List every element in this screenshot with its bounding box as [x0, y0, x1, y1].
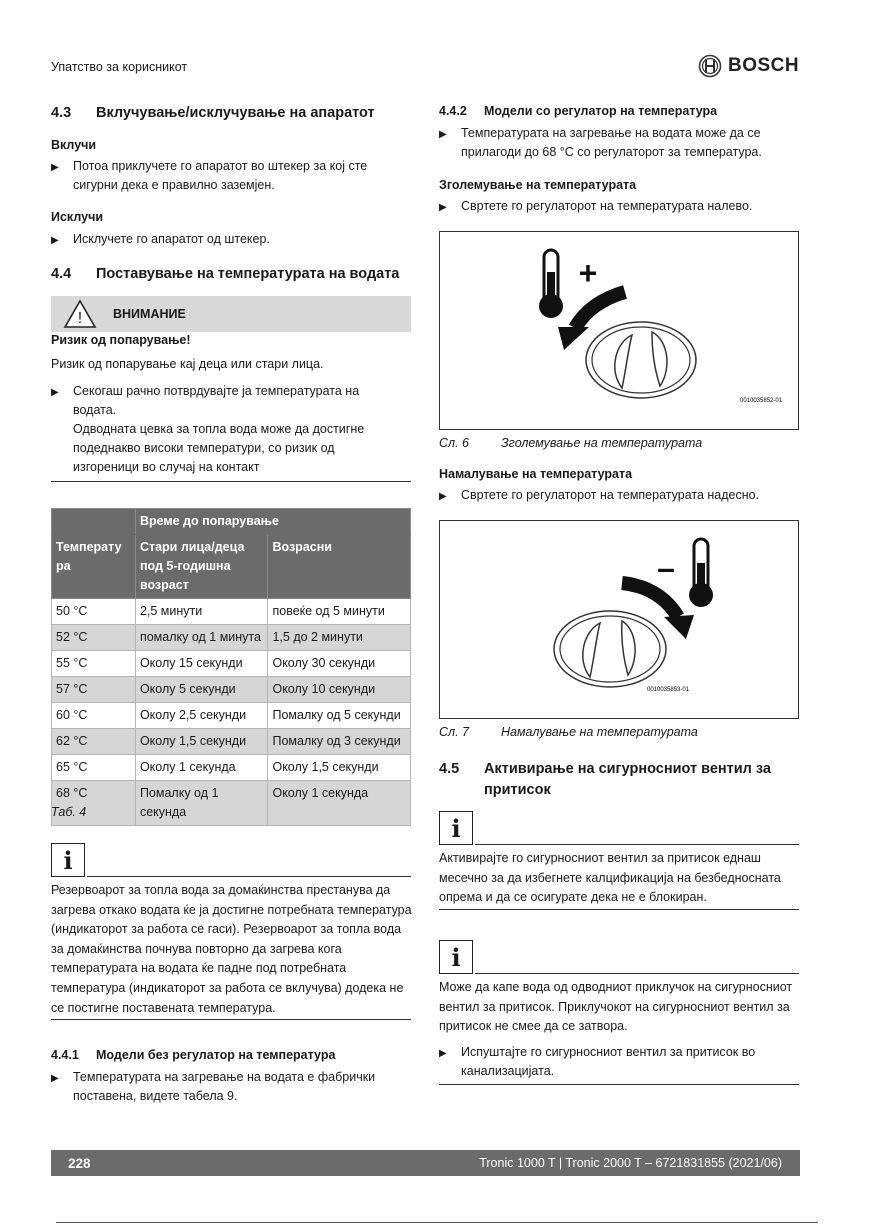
cell-children-time: Околу 5 секунди: [135, 677, 268, 703]
info-icon: i: [439, 940, 473, 974]
off-instruction: [51, 230, 411, 250]
header-text: Упатство за корисникот: [51, 60, 188, 74]
temperature-dial-icon: [586, 322, 696, 398]
bullet-arrow-icon: ▶: [439, 202, 447, 213]
cell-temperature: 65 °C: [52, 755, 136, 781]
info-text-3: Може да капе вода од одводниот приклучок на сигурносниот вентил за притисок. Приклучокот на сигурносниот вентил за притисок не смее да се затвора.: [439, 980, 793, 1033]
cell-temperature: 50 °C: [52, 599, 136, 625]
scald-table-wrapper: [51, 508, 411, 826]
info-note-3: [439, 940, 799, 974]
bullet-arrow-icon: ▶: [51, 162, 59, 173]
table-row: [52, 703, 411, 729]
bullet-arrow-icon: ▶: [51, 235, 59, 246]
warning-triangle-icon: [63, 299, 97, 329]
thermometer-icon: [539, 250, 563, 318]
info-rule: [475, 973, 799, 974]
info-note-1: [51, 843, 411, 877]
warning-banner: [51, 296, 411, 332]
figure-caption-text: Намалување на температурата: [501, 725, 698, 739]
cell-adults-time: Околу 1 секунда: [268, 781, 411, 826]
risk-text: Ризик од попарување кај деца или стари лица.: [51, 357, 324, 371]
divider: [439, 1084, 799, 1085]
table-header-children: Стари лица/деца под 5-годишна возраст: [135, 535, 268, 599]
section-4-3-heading: [51, 105, 411, 121]
decrease-label: Намалување на температурата: [439, 467, 633, 481]
s441-instruction: [51, 1068, 411, 1106]
cell-adults-time: Помалку од 5 секунди: [268, 703, 411, 729]
divider: [51, 1019, 411, 1020]
decrease-text: Свртете го регулаторот на температурата надесно.: [461, 488, 760, 502]
page-number: 228: [68, 1155, 91, 1171]
section-number: 4.3: [51, 105, 72, 121]
minus-icon: –: [657, 550, 675, 586]
cell-adults-time: 1,5 до 2 минути: [268, 625, 411, 651]
bullet-arrow-icon: ▶: [439, 491, 447, 502]
temperature-dial-icon: [554, 611, 666, 687]
increase-label: Зголемување на температурата: [439, 178, 637, 192]
info-text-2: Активирајте го сигурносниот вентил за притисок еднаш месечно за да избегнете калцификација на безбедносната опрема и да се осигурате дека не е блокиран.: [439, 851, 781, 904]
cell-temperature: 52 °C: [52, 625, 136, 651]
table-header-row: [52, 509, 411, 535]
table-header-row: [52, 535, 411, 599]
cell-adults-time: повеќе од 5 минути: [268, 599, 411, 625]
on-text: Потоа приклучете го апаратот во штекер за кој сте сигурни дека е правилно заземјен.: [73, 159, 368, 192]
cell-temperature: 60 °C: [52, 703, 136, 729]
info-icon: i: [439, 811, 473, 845]
increase-temperature-illustration: [440, 232, 798, 429]
cell-children-time: Помалку од 1 секунда: [135, 781, 268, 826]
cell-temperature: 55 °C: [52, 651, 136, 677]
table-header-empty: [52, 509, 136, 535]
cell-temperature: 68 °C: [52, 781, 136, 826]
section-4-4-1-heading: [51, 1048, 411, 1062]
bosch-armature-icon: [698, 54, 722, 78]
section-4-4-heading: [51, 266, 411, 282]
bosch-logo: [698, 54, 799, 78]
cell-children-time: 2,5 минути: [135, 599, 268, 625]
figure-id: 0010035852-01: [740, 398, 783, 404]
figure-number: Сл. 6: [439, 436, 469, 450]
off-label: Исклучи: [51, 210, 104, 224]
cell-adults-time: Околу 30 секунди: [268, 651, 411, 677]
cell-children-time: Околу 1 секунда: [135, 755, 268, 781]
increase-instruction: [439, 197, 799, 217]
cell-children-time: Околу 1,5 секунди: [135, 729, 268, 755]
bullet-arrow-icon: ▶: [51, 1073, 59, 1084]
divider: [439, 909, 799, 910]
risk-bullet-text: Секогаш рачно потврдувајте ја температурата на водата.: [73, 384, 360, 417]
s45-instruction: [439, 1043, 799, 1081]
section-number: 4.4.1: [51, 1048, 79, 1062]
decrease-instruction: [439, 486, 799, 506]
figure-6: [439, 231, 799, 430]
cell-adults-time: Околу 1,5 секунди: [268, 755, 411, 781]
table-row: [52, 781, 411, 826]
cell-adults-time: Околу 10 секунди: [268, 677, 411, 703]
cell-children-time: Околу 2,5 секунди: [135, 703, 268, 729]
risk-instruction: [51, 382, 411, 477]
figure-7-caption: [439, 725, 698, 739]
section-number: 4.5: [439, 761, 460, 777]
section-title: Модели со регулатор на температура: [484, 104, 718, 118]
table-row: [52, 755, 411, 781]
brand-name: BOSCH: [728, 55, 800, 76]
figure-number: Сл. 7: [439, 725, 469, 739]
cell-children-time: Околу 15 секунди: [135, 651, 268, 677]
table-row: [52, 729, 411, 755]
table-row: [52, 625, 411, 651]
section-number: 4.4: [51, 266, 72, 282]
table-header-group: Време до попарување: [135, 509, 410, 535]
table-row: [52, 677, 411, 703]
section-title: Модели без регулатор на температура: [96, 1048, 336, 1062]
plus-icon: +: [578, 255, 598, 291]
table-row: [52, 599, 411, 625]
cell-temperature: 57 °C: [52, 677, 136, 703]
table-body: [52, 599, 411, 826]
figure-caption-text: Зголемување на температурата: [501, 436, 703, 450]
section-title: Поставување на температурата на водата: [96, 266, 400, 282]
scald-time-table: [51, 508, 411, 826]
table-caption: Таб. 4: [51, 805, 87, 819]
s45-bullet-text: Испуштајте го сигурносниот вентил за притисок во канализацијата.: [461, 1045, 756, 1078]
s441-text: Температурата на загревање на водата е фабрички поставена, видете табела 9.: [73, 1070, 376, 1103]
table-header-temperature: Температу ра: [52, 535, 136, 599]
cell-temperature: 62 °C: [52, 729, 136, 755]
bullet-arrow-icon: ▶: [51, 387, 59, 398]
table-header-adults: Возрасни: [268, 535, 411, 599]
figure-6-caption: [439, 436, 702, 450]
info-rule: [475, 844, 799, 845]
section-4-5-heading: [439, 759, 799, 801]
info-rule: [87, 876, 411, 877]
increase-text: Свртете го регулаторот на температурата налево.: [461, 199, 753, 213]
bullet-arrow-icon: ▶: [439, 1048, 447, 1059]
risk-title: Ризик од попарување!: [51, 333, 191, 347]
warning-label: ВНИМАНИЕ: [113, 307, 186, 321]
bullet-arrow-icon: ▶: [439, 129, 447, 140]
section-4-4-2-heading: [439, 104, 799, 118]
warning-mark: !: [77, 310, 83, 327]
bottom-rule: [56, 1222, 818, 1223]
section-title: Вклучување/исклучување на апаратот: [96, 105, 375, 121]
cell-adults-time: Помалку од 3 секунди: [268, 729, 411, 755]
section-title: Активирање на сигурносниот вентил за притисок: [484, 761, 771, 798]
document-reference: Tronic 1000 T | Tronic 2000 T – 6721831855 (2021/06): [479, 1156, 782, 1170]
table-row: [52, 651, 411, 677]
on-instruction: [51, 157, 411, 195]
section-number: 4.4.2: [439, 104, 467, 118]
decrease-temperature-illustration: [440, 521, 798, 718]
page-footer: [51, 1150, 800, 1176]
on-label: Вклучи: [51, 138, 97, 152]
off-text: Исклучете го апаратот од штекер.: [73, 232, 270, 246]
risk-bullet-continuation: Одводната цевка за топла вода може да достигне подеднакво високи температури, со ризик од изгореници во случај на контакт: [73, 422, 365, 474]
thermometer-icon: [689, 539, 713, 607]
cell-children-time: помалку од 1 минута: [135, 625, 268, 651]
s442-text: Температурата на загревање на водата може да се прилагоди до 68 °C со регулаторот за температура.: [461, 126, 762, 159]
divider: [51, 481, 411, 482]
figure-7: [439, 520, 799, 719]
info-text-1: Резервоарот за топла вода за домаќинства престанува да загрева откако водата ќе ја достигне потребната температура (индикаторот за работа се гаси). Резервоарот за топла вода за домаќинства почнува повторно да загрева кога температурата на водата ќе падне под потребната температура (индикаторот за работа се вклучува) додека не се постигне поставената температура.: [51, 883, 412, 1015]
info-icon: i: [51, 843, 85, 877]
info-note-2: [439, 811, 799, 845]
s442-instruction: [439, 124, 799, 162]
figure-id: 0010035853-01: [647, 687, 690, 693]
